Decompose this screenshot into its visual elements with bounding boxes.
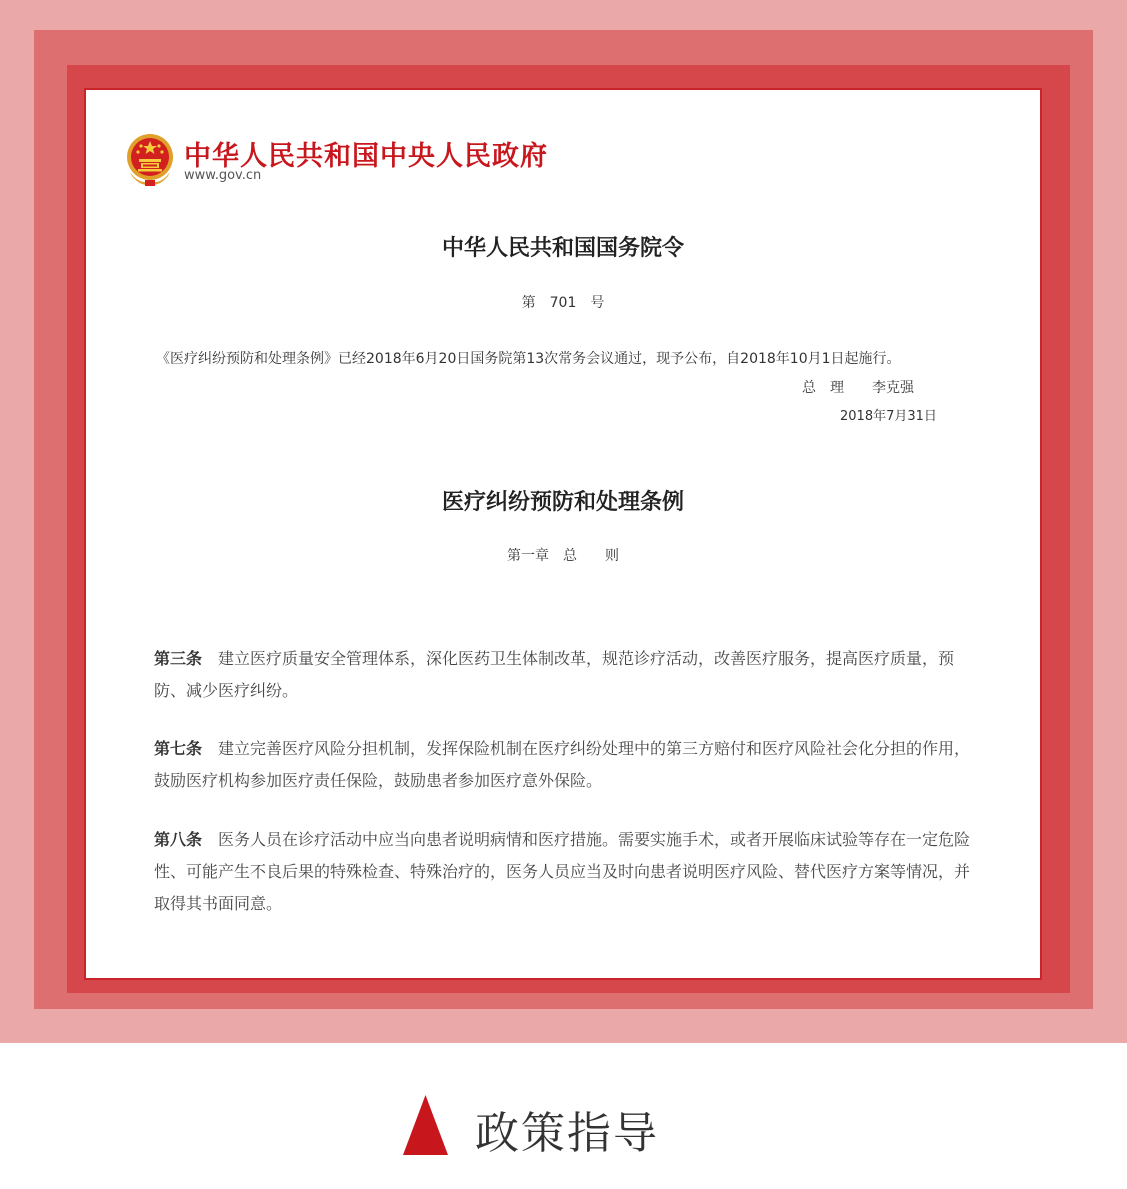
article-text: 医务人员在诊疗活动中应当向患者说明病情和医疗措施。需要实施手术，或者开展临床试验等存在一定危险性、可能产生不良后果的特殊检查、特殊治疗的，医务人员应当及时向患者说明医疗风险、替代医疗方案等情况，并取得其书面同意。 <box>154 830 971 913</box>
article-number: 第八条 <box>154 830 203 849</box>
article-3 <box>154 643 982 707</box>
promulgation-text: 《医疗纠纷预防和处理条例》已经2018年6月20日国务院第13次常务会议通过，现予公布，自2018年10月1日起施行。 <box>156 351 901 367</box>
image-caption <box>403 1093 733 1157</box>
article-number: 第七条 <box>154 739 203 758</box>
article-8 <box>154 824 982 920</box>
caption-text: 政策指导 <box>475 1108 659 1159</box>
premier-signature: 总 理 李克强 <box>802 380 914 396</box>
gov-site-url: www.gov.cn <box>184 168 262 183</box>
triangle-icon <box>403 1095 448 1155</box>
article-text: 建立完善医疗风险分担机制，发挥保险机制在医疗纠纷处理中的第三方赔付和医疗风险社会化分担的作用，鼓励医疗机构参加医疗责任保险，鼓励患者参加医疗意外保险。 <box>154 739 971 790</box>
chapter-heading: 第一章 总 则 <box>507 548 619 564</box>
article-number: 第三条 <box>154 649 203 668</box>
signing-date: 2018年7月31日 <box>840 409 937 424</box>
order-number: 第 701 号 <box>521 295 605 311</box>
gov-site-name: 中华人民共和国中央人民政府 <box>184 141 548 172</box>
regulation-title: 医疗纠纷预防和处理条例 <box>441 490 684 515</box>
gov-header <box>124 132 584 192</box>
national-emblem-icon <box>124 132 176 188</box>
document-paper <box>84 88 1042 980</box>
article-text: 建立医疗质量安全管理体系，深化医药卫生体制改革，规范诊疗活动，改善医疗服务，提高医疗质量，预防、减少医疗纠纷。 <box>154 649 955 700</box>
order-title: 中华人民共和国国务院令 <box>441 236 684 261</box>
article-7 <box>154 733 982 797</box>
